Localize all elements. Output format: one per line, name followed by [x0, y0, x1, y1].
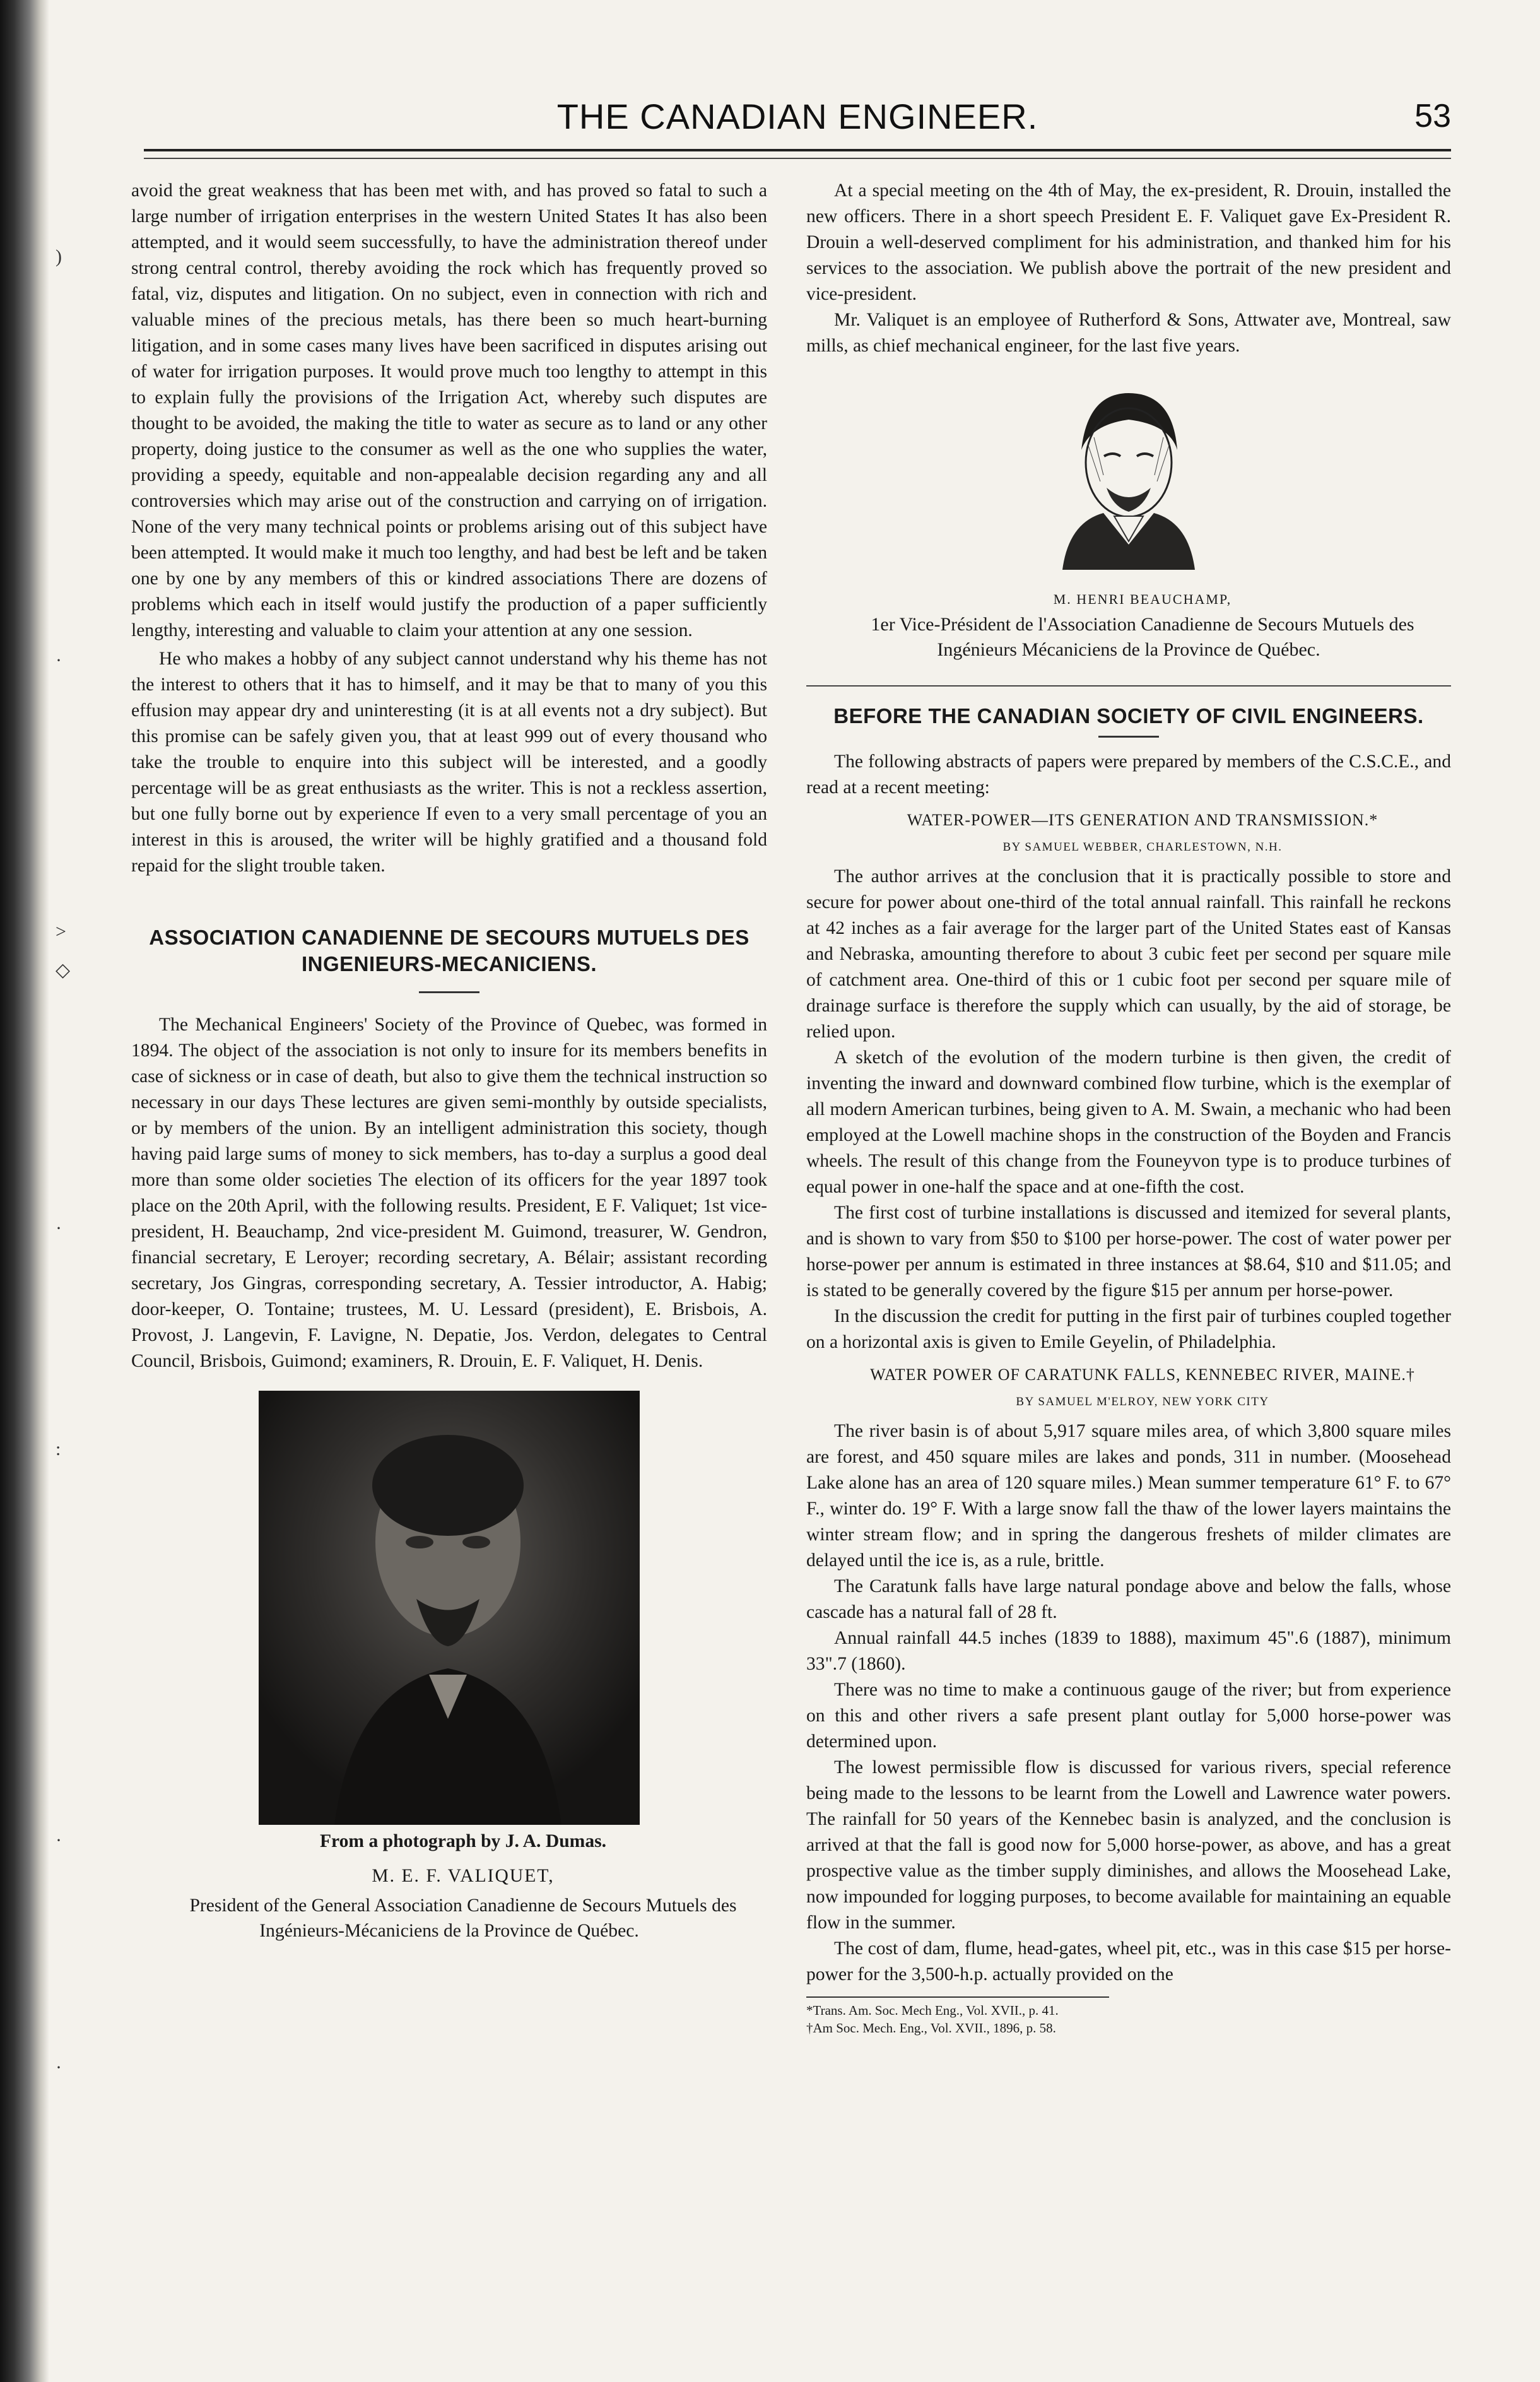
body-paragraph: In the discussion the credit for putting in the first pair of turbines coupled together on a horizontal axis is given to Emile Geyelin, of Philadelphia.	[806, 1306, 1451, 1352]
body-paragraph: The river basin is of about 5,917 square miles area, of which 3,800 square miles are forest, and 450 square miles are lakes and ponds, 311 in number. (Moosehead Lake alone has an area of 120 square miles.) Mean summer temperature 61° F. to 67° F., winter do. 19° F. With a large snow fall the thaw of the lower layers maintains the winter stream flow; and in spring the dangerous freshets of milder climates are delayed until the ice is, as a rule, brittle.	[806, 1421, 1451, 1571]
body-paragraph: avoid the great weakness that has been met with, and has proved so fatal to such a large number of irrigation enterprises in the western United States It has also been attempted, and it would seem successfully, to have the administration thereof under strong central control, thereby avoiding the rock which has frequently proved so fatal, viz, disputes and litigation. On no subject, even in connection with rich and valuable mines of the precious metals, has there been so much heart-burning litigation, and in some cases many lives have been sacrificed in disputes arising out of water for irrigation purposes. It would prove much too lengthy to attempt in this to explain fully the provisions of the Irrigation Act, whereby such disputes are thought to be avoided, the making the title to water as secure as to land or any other property, doing justice to the consumer as well as the one who supplies the water, providing a speedy, equitable and non-appealable decision regarding any and all controversies which may arise out of the construction and carrying on of irrigation. None of the very many technical points or problems arising out of this subject have been attempted. It would make it much too lengthy, and had best be left and be taken one by one by any members of this or kindred associations There are dozens of problems which each in itself would justify the production of a paper sufficiently lengthy, interesting and valuable to claim your attention at any one session.	[131, 180, 767, 640]
paper-title: WATER-POWER—ITS GENERATION AND TRANSMISSION.*	[907, 811, 1378, 829]
footnote-rule	[806, 1996, 1109, 1998]
portrait-image	[259, 1391, 640, 1825]
header-rule	[144, 149, 1451, 159]
body-paragraph: The first cost of turbine installations is discussed and itemized for several plants, and is shown to vary from $50 to $100 per horse-power. The cost of water power per horse-power per annum is estimated in three instances at $8.64, $10 and $11.05; and is stated to be generally covered by the figure $15 per annum per horse-power.	[806, 1203, 1451, 1300]
valiquet-photo	[259, 1391, 640, 1825]
photo-caption-name: M. E. F. VALIQUET,	[372, 1866, 555, 1886]
right-column	[806, 178, 1451, 2037]
body-paragraph: He who makes a hobby of any subject cannot understand why his theme has not the interest to others that it has to himself, and it may be that to many of you this effusion may appear dry and uninteresting (it is at all events not a dry subject). But this promise can be safely given you, that at least 999 out of every thousand who take the trouble to enquire into this subject will be interested, and a goodly percentage will be as great enthusiasts as the writer. This is not a reckless assertion, but one fully borne out by experience If even to a very small percentage of you an interest in this is aroused, the writer will be highly gratified and a thousand fold repaid for the slight trouble taken.	[131, 649, 767, 876]
body-paragraph: The lowest permissible flow is discussed for various rivers, special reference being made to the lessons to be learnt from the Lowell and Lawrence water powers. The rainfall for 50 years of the Kennebec basin is analyzed, and the conclusion is arrived at that the fall is good now for 5,000 horse-power, as above, and has a great prospective value as the timber supply diminishes, and allows the Moosehead Lake, now impounded for logging purposes, to become available for maintaining an equable flow in the summer.	[806, 1757, 1451, 1933]
body-paragraph: Annual rainfall 44.5 inches (1839 to 1888), maximum 45".6 (1887), minimum 33".7 (1860).	[806, 1628, 1451, 1674]
section-divider	[419, 991, 479, 993]
csce-heading: BEFORE THE CANADIAN SOCIETY OF CIVIL ENGINEERS.	[833, 704, 1424, 728]
margin-specks: ) · > ◇ · : · ·	[56, 246, 71, 2078]
page-header	[144, 96, 1451, 140]
paper-byline: BY SAMUEL WEBBER, CHARLESTOWN, N.H.	[1002, 840, 1283, 854]
body-paragraph: The Caratunk falls have large natural pondage above and below the falls, whose cascade has a natural fall of 28 ft.	[806, 1576, 1451, 1622]
scanned-page-edge	[0, 0, 49, 2382]
valiquet-photo-figure	[131, 1391, 767, 1943]
section-rule	[806, 685, 1451, 687]
body-paragraph: The author arrives at the conclusion that it is practically possible to store and secure for power about one-third of the total annual rainfall. This rainfall he reckons at 42 inches as a fair average for the larger part of the United States east of Kansas and Nebraska, amounting therefore to about 3 cubic feet per second per square mile of catchment area. One-third of this or 1 cubic foot per second per square mile of drainage surface is therefore the supply which can usually, by the aid of storage, be relied upon.	[806, 866, 1451, 1042]
beauchamp-engraving	[1043, 380, 1214, 570]
section-divider	[1098, 736, 1159, 738]
beauchamp-portrait-figure	[806, 380, 1451, 663]
portrait-caption-name: M. HENRI BEAUCHAMP,	[1053, 591, 1232, 607]
body-paragraph: The cost of dam, flume, head-gates, wheel pit, etc., was in this case $15 per horse-power for the 3,500-h.p. actually provided on the	[806, 1938, 1451, 1984]
paper-title: WATER POWER OF CARATUNK FALLS, KENNEBEC RIVER, MAINE.†	[870, 1365, 1415, 1384]
csce-intro: The following abstracts of papers were prepared by members of the C.S.C.E., and read at a recent meeting:	[806, 752, 1451, 798]
paper-byline: BY SAMUEL M'ELROY, NEW YORK CITY	[1016, 1395, 1269, 1408]
footnote: *Trans. Am. Soc. Mech Eng., Vol. XVII., p. 41.	[806, 2003, 1059, 2018]
body-paragraph: There was no time to make a continuous gauge of the river; but from experience on this and other rivers a safe present plant outlay for 5,000 horse-power was determined upon.	[806, 1680, 1451, 1752]
body-paragraph: Mr. Valiquet is an employee of Rutherford & Sons, Attwater ave, Montreal, saw mills, as chief mechanical engineer, for the last five years.	[806, 310, 1451, 356]
journal-title: THE CANADIAN ENGINEER.	[556, 97, 1038, 136]
body-paragraph: A sketch of the evolution of the modern turbine is then given, the credit of inventing the inward and downward combined flow turbine, which is the exemplar of all modern American turbines, being given to A. M. Swain, a mechanic who had been employed at the Lowell machine shops in the construction of the Boyden and Francis wheels. The result of this change from the Founeyvon type is to produce turbines of equal power in one-half the space and at one-fifth the cost.	[806, 1047, 1451, 1197]
photo-caption-role: President of the General Association Canadienne de Secours Mutuels des Ingénieurs-Mécaniciens de la Province de Québec.	[189, 1896, 737, 1941]
association-heading: ASSOCIATION CANADIENNE DE SECOURS MUTUELS DES INGENIEURS-MECANICIENS.	[149, 926, 749, 976]
association-paragraph: The Mechanical Engineers' Society of the Province of Quebec, was formed in 1894. The object of the association is not only to insure for its members benefits in case of sickness or in case of death, but also to give them the technical instruction so necessary in our days These lectures are given semi-monthly by outside specialists, or by members of the union. By an intelligent administration this society, though having paid large sums of money to sick members, has to-day a surplus a good deal more than some older societies The election of its officers for the year 1897 took place on the 20th April, with the following results. President, E F. Valiquet; 1st vice-president, H. Beauchamp, 2nd vice-president M. Guimond, treasurer, W. Gendron, financial secretary, E Leroyer; recording secretary, A. Bélair; assistant recording secretary, Jos Gingras, corresponding secretary, A. Tessier introductor, A. Habig; door-keeper, O. Tontaine; trustees, M. U. Lessard (president), E. Brisbois, A. Provost, J. Langevin, F. Lavigne, N. Depatie, Jos. Verdon, delegates to Central Council, Brisbois, Guimond; examiners, R. Drouin, E. F. Valiquet, H. Denis.	[131, 1015, 767, 1371]
page-number: 53	[1414, 98, 1451, 134]
footnote: †Am Soc. Mech. Eng., Vol. XVII., 1896, p. 58.	[806, 2020, 1056, 2036]
body-paragraph: At a special meeting on the 4th of May, the ex-president, R. Drouin, installed the new officers. There in a short speech President E. F. Valiquet gave Ex-President R. Drouin a well-deserved compliment for his administration, and thanked him for his services to the association. We publish above the portrait of the new president and vice-president.	[806, 180, 1451, 304]
photo-credit: From a photograph by J. A. Dumas.	[319, 1831, 607, 1851]
left-column	[131, 178, 767, 1943]
portrait-caption-role: 1er Vice-Président de l'Association Canadienne de Secours Mutuels des Ingénieurs Mécaniciens de la Province de Québec.	[871, 614, 1414, 660]
